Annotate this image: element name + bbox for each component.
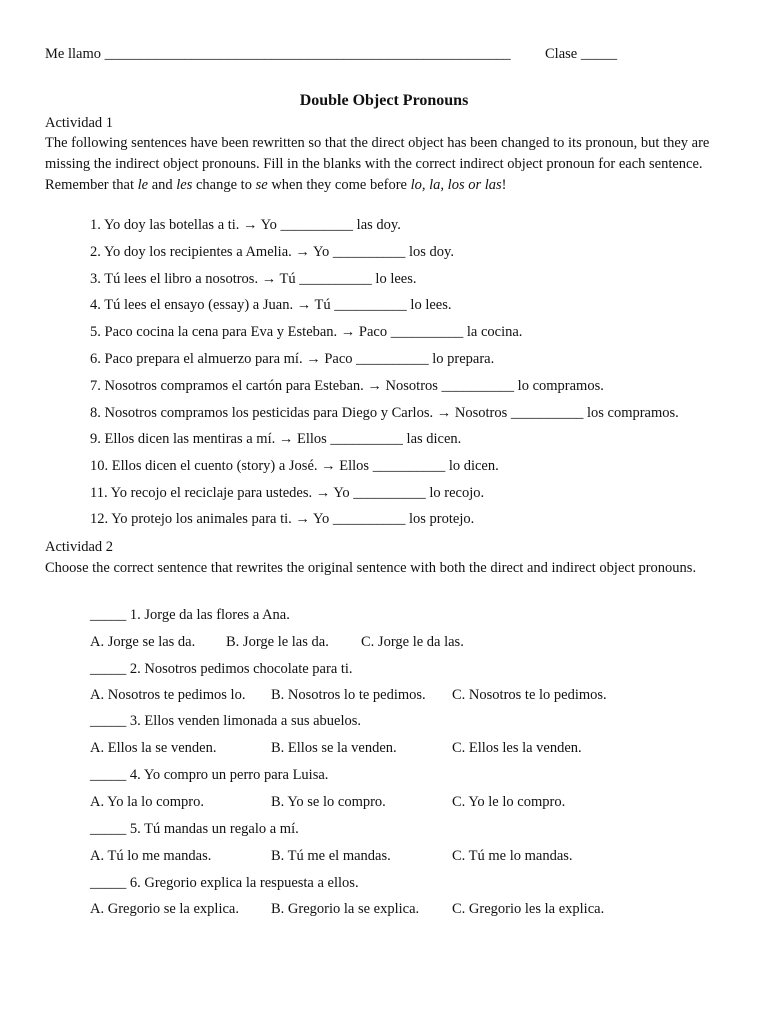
exercise-item-11: 11. Yo recojo el reciclaje para ustedes. → Yo __________ lo recojo. <box>90 485 485 501</box>
choice-b: B. Nosotros lo te pedimos. <box>271 687 426 703</box>
actividad1-label: Actividad 1 <box>45 115 114 131</box>
exercise-item-6: 6. Paco prepara el almuerzo para mí. → Paco __________ lo prepara. <box>90 351 495 367</box>
exercise-item-4: 4. Tú lees el ensayo (essay) a Juan. → Tú __________ lo lees. <box>90 297 452 313</box>
choice-b: B. Yo se lo compro. <box>271 794 386 810</box>
choice-a: A. Ellos la se venden. <box>90 740 217 756</box>
choice-c: C. Yo le lo compro. <box>452 794 566 810</box>
instructions-em-les: les <box>176 177 193 193</box>
instructions-em-se: se <box>255 177 268 193</box>
actividad2-instructions: Choose the correct sentence that rewrites the original sentence with both the direct and indirect object pronouns. <box>45 560 697 576</box>
choice-a: A. Jorge se las da. <box>90 634 196 650</box>
instructions-em-forms: lo, la, los or las <box>410 177 502 193</box>
choice-a: A. Gregorio se la explica. <box>90 901 239 917</box>
choice-b: B. Jorge le las da. <box>226 634 329 650</box>
exercise-item-5: 5. Paco cocina la cena para Eva y Esteban. → Paco __________ la cocina. <box>90 324 523 340</box>
exercise-item-2: 2. Yo doy los recipientes a Amelia. → Yo __________ los doy. <box>90 244 454 260</box>
instructions-text: and <box>148 177 177 193</box>
instructions-text: change to <box>192 177 256 193</box>
exercise-item-7: 7. Nosotros compramos el cartón para Esteban. → Nosotros __________ lo compramos. <box>90 378 604 394</box>
exercise-item-12: 12. Yo protejo los animales para ti. → Yo __________ los protejo. <box>90 511 475 527</box>
choice-c: C. Tú me lo mandas. <box>452 848 573 864</box>
choice-a: A. Yo la lo compro. <box>90 794 204 810</box>
actividad1-instructions <box>45 133 725 196</box>
question-5-prompt: _____ 5. Tú mandas un regalo a mí. <box>90 821 299 837</box>
exercise-item-9: 9. Ellos dicen las mentiras a mí. → Ellos __________ las dicen. <box>90 431 462 447</box>
instructions-text: The following sentences have been rewritten so that the direct object has been changed to its pronoun, but they are missing the indirect object pronouns. Fill in the blanks with the correct indirect object pronoun for each sentence. Remember that <box>45 135 710 193</box>
question-2-prompt: _____ 2. Nosotros pedimos chocolate para ti. <box>90 661 353 677</box>
choice-c: C. Gregorio les la explica. <box>452 901 605 917</box>
choice-c: C. Jorge le da las. <box>361 634 464 650</box>
page-title: Double Object Pronouns <box>299 92 469 109</box>
instructions-text: ! <box>501 177 507 193</box>
choice-a: A. Tú lo me mandas. <box>90 848 212 864</box>
actividad2-label: Actividad 2 <box>45 539 114 555</box>
instructions-em-le: le <box>137 177 149 193</box>
question-6-prompt: _____ 6. Gregorio explica la respuesta a ellos. <box>90 875 359 891</box>
question-1-prompt: _____ 1. Jorge da las flores a Ana. <box>90 607 290 623</box>
choice-b: B. Tú me el mandas. <box>271 848 391 864</box>
instructions-text: when they come before <box>267 177 411 193</box>
choice-a: A. Nosotros te pedimos lo. <box>90 687 246 703</box>
exercise-item-1: 1. Yo doy las botellas a ti. → Yo __________ las doy. <box>90 217 401 233</box>
question-3-prompt: _____ 3. Ellos venden limonada a sus abuelos. <box>90 713 362 729</box>
exercise-item-10: 10. Ellos dicen el cuento (story) a José. → Ellos __________ lo dicen. <box>90 458 499 474</box>
exercise-item-8: 8. Nosotros compramos los pesticidas para Diego y Carlos. → Nosotros __________ los compramos. <box>90 405 679 421</box>
question-4-prompt: _____ 4. Yo compro un perro para Luisa. <box>90 767 329 783</box>
header-line <box>45 46 725 63</box>
name-line: Me llamo ________________________________________________________ <box>45 46 511 62</box>
choice-b: B. Gregorio la se explica. <box>271 901 420 917</box>
choice-c: C. Nosotros te lo pedimos. <box>452 687 607 703</box>
exercise-item-3: 3. Tú lees el libro a nosotros. → Tú __________ lo lees. <box>90 271 417 287</box>
class-line: Clase _____ <box>545 46 618 62</box>
choice-b: B. Ellos se la venden. <box>271 740 397 756</box>
choice-c: C. Ellos les la venden. <box>452 740 582 756</box>
